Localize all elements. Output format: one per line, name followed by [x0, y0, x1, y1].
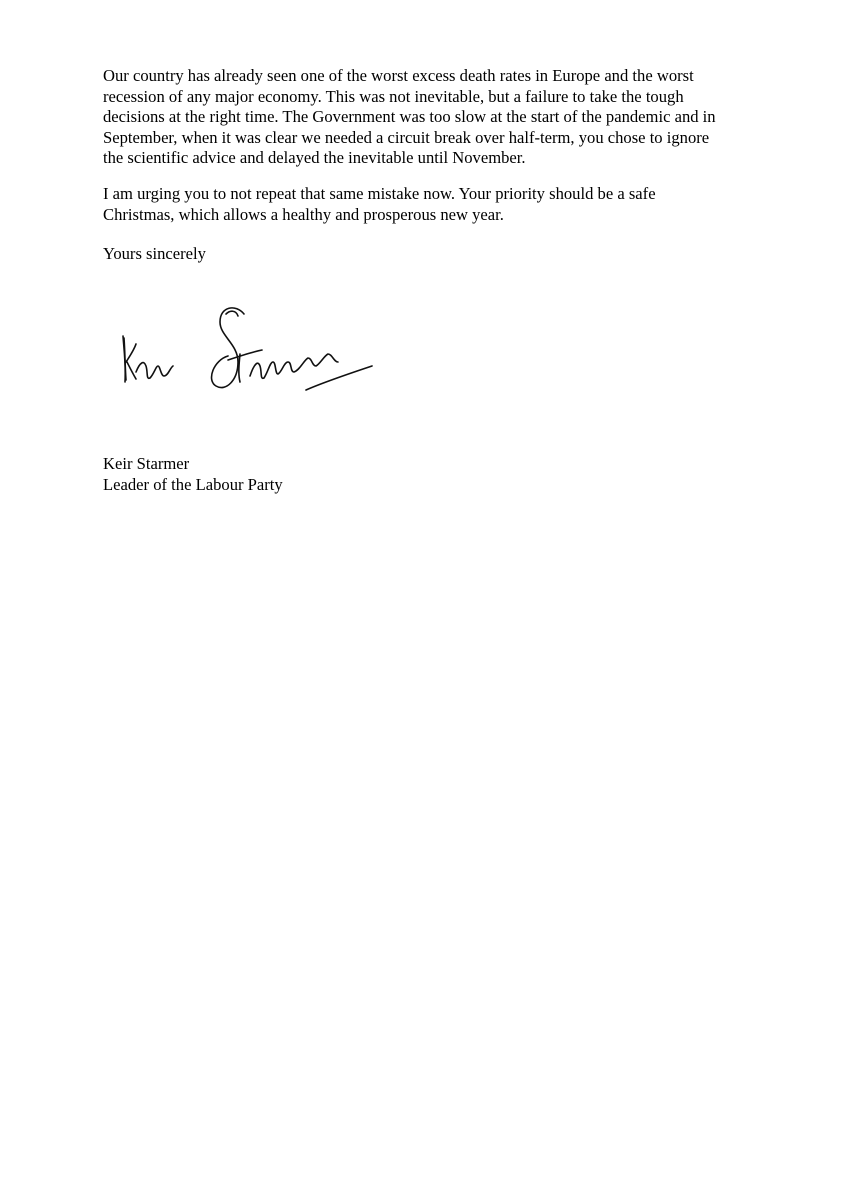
paragraph-line: the scientific advice and delayed the inevitable until November.: [103, 148, 526, 168]
paragraph-line: Christmas, which allows a healthy and prosperous new year.: [103, 204, 504, 224]
signatory-block: [103, 454, 283, 495]
paragraph-line: Our country has already seen one of the worst excess death rates in Europe and the worst: [103, 66, 694, 85]
body-paragraph-2: [103, 184, 743, 225]
paragraph-line: recession of any major economy. This was not inevitable, but a failure to take the tough: [103, 86, 684, 106]
closing-salutation: [103, 244, 743, 265]
paragraph-line: September, when it was clear we needed a circuit break over half-term, you chose to ignore: [103, 127, 710, 147]
signatory-title: Leader of the Labour Party: [103, 474, 283, 494]
paragraph-line: I am urging you to not repeat that same mistake now. Your priority should be a safe: [103, 184, 656, 203]
paragraph-line: decisions at the right time. The Government was too slow at the start of the pandemic and in: [103, 107, 716, 127]
handwritten-signature: [110, 300, 390, 400]
body-paragraph-1: [103, 66, 743, 169]
signatory-name: Keir Starmer: [103, 454, 190, 473]
closing-text: Yours sincerely: [103, 244, 206, 263]
